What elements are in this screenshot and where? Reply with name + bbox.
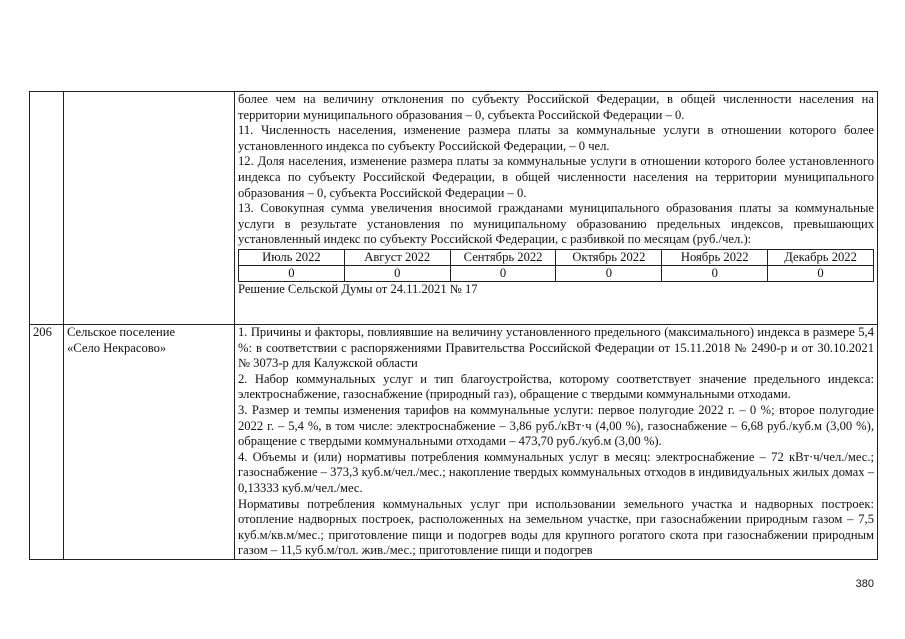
row-name-cell-empty bbox=[64, 92, 235, 325]
content-line: 11. Численность населения, изменение размера платы за коммунальные услуги в отношении которого более установленного индекса по субъекту Российской Федерации, – 0 чел. bbox=[238, 123, 874, 153]
month-header-row bbox=[239, 249, 874, 265]
month-header: Июль 2022 bbox=[239, 249, 345, 265]
page-number: 380 bbox=[855, 578, 874, 590]
month-header: Декабрь 2022 bbox=[768, 249, 874, 265]
row-number-cell-empty bbox=[30, 92, 64, 325]
content-line: 2. Набор коммунальных услуг и тип благоустройства, которому соответствует значение предельного индекса: электроснабжение, газоснабжение (природный газ), обращение с твердыми коммунальными отходами. bbox=[238, 371, 874, 402]
content-line: 3. Размер и темпы изменения тарифов на коммунальные услуги: первое полугодие 2022 г. – 0 %; второе полугодие 2022 г. – 5,4 %, в том числе: электроснабжение – 3,86 руб./кВт·ч (4,00 %), газоснабжение – 6,68 руб./куб.м (3,00 %), обращение с твердыми коммунальными отходами – 473,70 руб./куб.м (3,00 %). bbox=[238, 402, 874, 449]
row-206-content-cell bbox=[235, 325, 878, 560]
month-header: Август 2022 bbox=[344, 249, 450, 265]
row-content-cell bbox=[235, 92, 878, 325]
month-value: 0 bbox=[239, 265, 345, 281]
content-line: более чем на величину отклонения по субъекту Российской Федерации, в общей численности населения на территории муниципального образования – 0, субъекта Российской Федерации – 0. bbox=[238, 92, 874, 122]
month-header: Ноябрь 2022 bbox=[662, 249, 768, 265]
month-value: 0 bbox=[556, 265, 662, 281]
content-line: 13. Совокупная сумма увеличения вносимой гражданами муниципального образования платы за коммунальные услуги в результате установления по муниципальному образованию предельных индексов, превышающих установленный индекс по субъекту Российской Федерации, с разбивкой по месяцам (руб./чел.): bbox=[238, 201, 874, 247]
table-row-206 bbox=[30, 325, 878, 560]
monthly-sum-table bbox=[238, 249, 874, 282]
document-table bbox=[29, 91, 878, 560]
month-header: Октябрь 2022 bbox=[556, 249, 662, 265]
month-value: 0 bbox=[768, 265, 874, 281]
municipality-name-line: Сельское поселение bbox=[67, 325, 176, 339]
month-value: 0 bbox=[344, 265, 450, 281]
month-value: 0 bbox=[450, 265, 556, 281]
month-value-row bbox=[239, 265, 874, 281]
row-number-cell: 206 bbox=[30, 325, 64, 560]
content-line: 4. Объемы и (или) нормативы потребления коммунальных услуг в месяц: электроснабжение – 72 кВт·ч/чел./мес.; газоснабжение – 373,3 куб.м/чел./мес.; накопление твердых коммунальных отходов в индивидуальных жилых домах – 0,13333 куб.м/чел./мес. bbox=[238, 449, 874, 495]
content-line: 12. Доля населения, изменение размера платы за коммунальные услуги в отношении которого более установленного индекса по субъекту Российской Федерации, в общей численности населения на территории муниципального образования – 0, субъекта Российской Федерации – 0. bbox=[238, 154, 874, 200]
municipality-name-line: «Село Некрасово» bbox=[67, 340, 167, 355]
content-line: 1. Причины и факторы, повлиявшие на величину установленного предельного (максимального) индекса в размере 5,4 %: в соответствии с распоряжениями Правительства Российской Федерации от 15.11.2018 № 2490-р и от 30.10.2021 № 3073-р для Калужской области bbox=[238, 325, 874, 371]
municipality-name-cell bbox=[64, 325, 235, 560]
table-row-previous bbox=[30, 92, 878, 325]
content-line: Нормативы потребления коммунальных услуг при использовании земельного участка и надворных построек: отопление надворных построек, расположенных на земельном участке, при газоснабжении природным газом – 7,5 куб.м/кв.м/мес.; приготовление пищи и подогрев воды для крупного рогатого скота при газоснабжении природным газом – 11,5 куб.м/гол. жив./мес.; приготовление пищи и подогрев bbox=[238, 496, 874, 558]
month-header: Сентябрь 2022 bbox=[450, 249, 556, 265]
decision-line: Решение Сельской Думы от 24.11.2021 № 17 bbox=[238, 281, 478, 296]
month-value: 0 bbox=[662, 265, 768, 281]
